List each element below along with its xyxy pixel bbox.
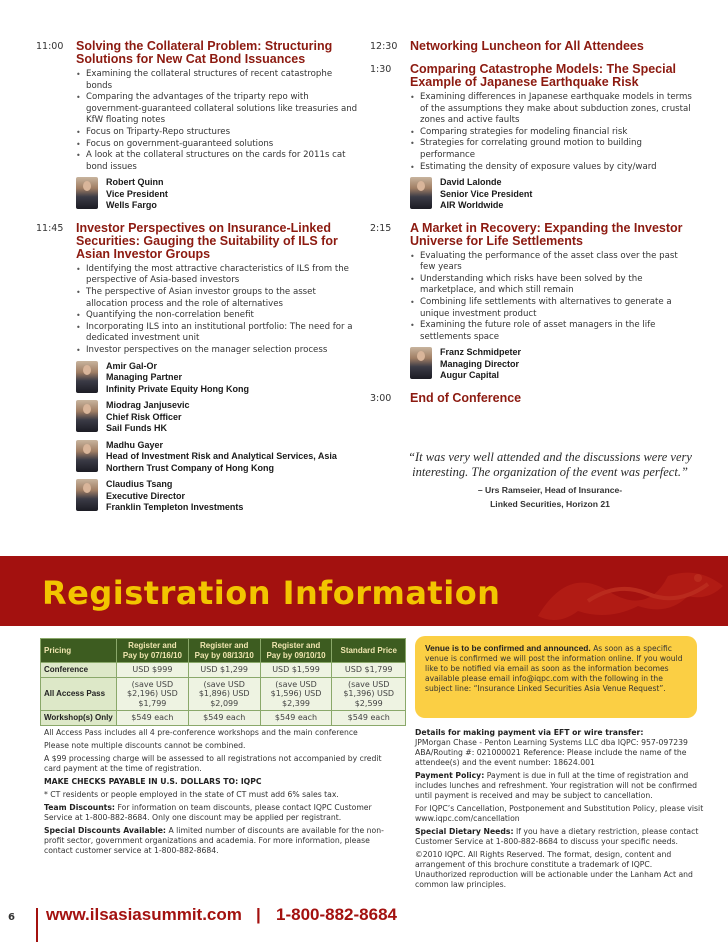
session-time: 3:00 [370, 392, 392, 404]
testimonial-quote [400, 450, 700, 511]
note-discounts: Please note multiple discounts cannot be combined. [44, 741, 246, 750]
session-title: Networking Luncheon for All Attendees [410, 39, 644, 53]
speaker-role: Senior Vice President [440, 188, 533, 199]
speaker [410, 347, 692, 382]
speaker-details [440, 177, 532, 212]
speaker-photo [76, 361, 98, 393]
speaker-photo [76, 440, 98, 472]
payment-dietary [415, 827, 705, 847]
pricing-table [40, 638, 406, 726]
speaker-role: Chief Risk Officer [106, 411, 182, 422]
session-bullets [76, 264, 358, 357]
note-ct-tax: * CT residents or people employed in the state of CT must add 6% sales tax. [44, 790, 339, 799]
payment-dietary-label: Special Dietary Needs: [415, 827, 514, 836]
venue-body: As soon as a specific venue is confirmed we will post the information online. If you would like to be notified via email as soon as the information becomes available please email info@iqpc.com with the following in the subject line: “Insurance Linked Securities Asia Venue Request”. [425, 644, 683, 693]
pricing-header-cell: Pricing [41, 639, 117, 663]
pricing-row-label: Conference [41, 663, 117, 678]
agenda-right-column [370, 40, 692, 405]
note-team-text: For information on team discounts, please contact IQPC Customer Service at 1-800-882-8684. Only one discount may be applied per registrant. [44, 803, 372, 822]
speaker-name: Miodrag Janjusevic [106, 400, 190, 411]
footer-website-link[interactable]: www.ilsasiasummit.com [46, 905, 242, 924]
pricing-row-label: All Access Pass [41, 677, 117, 711]
agenda-left-column [36, 40, 358, 519]
table-row [41, 677, 406, 711]
speaker-photo [76, 479, 98, 511]
list-item: • Focus on government-guaranteed solutions [76, 139, 358, 151]
list-item: • Focus on Triparty-Repo structures [76, 127, 358, 139]
speaker-org: Infinity Private Equity Hong Kong [106, 383, 250, 394]
quote-attribution [400, 483, 700, 511]
list-item: • Evaluating the performance of the asset class over the past few years [410, 251, 692, 274]
speaker [76, 440, 358, 475]
session-title: Comparing Catastrophe Models: The Special Example of Japanese Earthquake Risk [410, 62, 677, 89]
pricing-cell: (save USD $1,896) USD $2,099 [188, 677, 260, 711]
speaker-name: David Lalonde [440, 177, 502, 188]
speaker-details [440, 347, 521, 382]
pricing-cell: USD $1,799 [332, 663, 406, 678]
speaker-role: Head of Investment Risk and Analytical Services, Asia [106, 451, 337, 462]
payment-policy-label: Payment Policy: [415, 771, 485, 780]
list-item: • Comparing the advantages of the triparty repo with government-guaranteed collateral solutions like treasuries and KfW floating notes [76, 92, 358, 127]
session-bullets [410, 251, 692, 344]
agenda-session [36, 222, 358, 514]
speaker-org: Northern Trust Company of Hong Kong [106, 462, 274, 473]
speaker [410, 177, 692, 212]
payment-details [415, 728, 705, 893]
note-special [44, 826, 396, 856]
note-checks [44, 777, 396, 787]
list-item: • Combining life settlements with alternatives to generate a unique investment product [410, 297, 692, 320]
pricing-cell: USD $999 [117, 663, 189, 678]
venue-notice-box [415, 636, 697, 718]
speaker-org: Sail Funds HK [106, 423, 168, 434]
pricing-cell: $549 each [260, 711, 332, 726]
session-title: End of Conference [410, 390, 522, 405]
speaker-name: Claudius Tsang [106, 479, 173, 490]
pricing-cell: (save USD $1,596) USD $2,399 [260, 677, 332, 711]
pricing-row-label: Workshop(s) Only [41, 711, 117, 726]
payment-dietary-text: If you have a dietary restriction, please contact Customer Service at 1-800-882-8684 to discuss your specific needs. [415, 827, 699, 846]
list-item: • Quantifying the non-correlation benefit [76, 310, 358, 322]
session-bullets [410, 92, 692, 173]
payment-policy [415, 771, 705, 801]
pricing-cell: USD $1,599 [260, 663, 332, 678]
agenda-session [370, 63, 692, 212]
pricing-header-cell: Register and Pay by 08/13/10 [188, 639, 260, 663]
list-item: • Examining the collateral structures of recent catastrophe bonds [76, 69, 358, 92]
speaker-details [106, 361, 249, 396]
pricing-header-cell: Register and Pay by 09/10/10 [260, 639, 332, 663]
payment-cancellation: For IQPC’s Cancellation, Postponement and Substitution Policy, please visit www.iqpc.com/cancellation [415, 804, 704, 823]
speaker-name: Robert Quinn [106, 177, 164, 188]
pricing-cell: (save USD $2,196) USD $1,799 [117, 677, 189, 711]
speaker-photo [410, 177, 432, 209]
agenda-session [370, 40, 692, 53]
speaker-org: Wells Fargo [106, 200, 157, 211]
speaker-details [106, 177, 168, 212]
speaker-photo [410, 347, 432, 379]
quote-attribution-line1: – Urs Ramseier, Head of Insurance- [477, 485, 623, 495]
note-processing: A $99 processing charge will be assessed to all registrations not accompanied by credit card payment at the time of registration. [44, 754, 382, 773]
session-time: 11:00 [36, 41, 64, 52]
list-item: • Estimating the density of exposure values by city/ward [410, 162, 692, 174]
list-item: • Investor perspectives on the manager selection process [76, 345, 358, 357]
speaker-role: Vice President [106, 188, 168, 199]
table-row [41, 663, 406, 678]
registration-notes [44, 728, 396, 859]
note-team-label: Team Discounts: [44, 803, 116, 812]
speaker-role: Managing Director [440, 358, 520, 369]
speaker-org: AIR Worldwide [440, 200, 504, 211]
payment-eft-label: Details for making payment via EFT or wire transfer: [415, 728, 644, 737]
agenda-session [370, 392, 692, 405]
session-title: Investor Perspectives on Insurance-Linked Securities: Gauging the Suitability of ILS for Asian Investor Groups [76, 220, 338, 261]
pricing-cell: (save USD $1,396) USD $2,599 [332, 677, 406, 711]
list-item: • Incorporating ILS into an institutional portfolio: The need for a dedicated investment unit [76, 322, 358, 345]
footer-separator: | [256, 905, 261, 924]
speaker-name: Madhu Gayer [106, 439, 164, 450]
session-time: 11:45 [36, 222, 64, 234]
payment-eft-text: JPMorgan Chase - Penton Learning Systems LLC dba IQPC: 957-097239 ABA/Routing #: 021000021 Reference: Please include the name of the attendee(s) and the event number: 18624.001 [415, 738, 688, 767]
pricing-cell: USD $1,299 [188, 663, 260, 678]
pricing-table-header-row [41, 639, 406, 663]
payment-eft [415, 728, 705, 768]
speaker-details [106, 479, 243, 514]
speaker-name: Franz Schmidpeter [440, 347, 522, 358]
list-item: • The perspective of Asian investor groups to the asset allocation process and the role of alternatives [76, 287, 358, 310]
list-item: • Examining differences in Japanese earthquake models in terms of the assumptions they make about subduction zones, crustal zones and active faults [410, 92, 692, 127]
speaker [76, 177, 358, 212]
session-time: 12:30 [370, 41, 398, 52]
footer-phone[interactable]: 1-800-882-8684 [276, 905, 397, 924]
venue-lead: Venue is to be confirmed and announced. [425, 643, 591, 653]
list-item: • Comparing strategies for modeling financial risk [410, 127, 692, 139]
agenda-session [370, 222, 692, 382]
note-team [44, 803, 396, 823]
pricing-cell: $549 each [188, 711, 260, 726]
page-number: 6 [8, 912, 15, 923]
speaker-org: Augur Capital [440, 370, 500, 381]
session-title: Solving the Collateral Problem: Structuring Solutions for New Cat Bond Issuances [76, 39, 333, 66]
pricing-cell: $549 each [332, 711, 406, 726]
speaker [76, 400, 358, 435]
pricing-cell: $549 each [117, 711, 189, 726]
session-time: 1:30 [370, 64, 392, 75]
note-special-text: A limited number of discounts are available for the non-profit sector, government organizations and academia. For more information, please contact customer service at 1-800-882-8684. [44, 826, 384, 855]
session-bullets [76, 69, 358, 173]
table-row [41, 711, 406, 726]
speaker [76, 479, 358, 514]
session-title: A Market in Recovery: Expanding the Investor Universe for Life Settlements [410, 220, 683, 248]
payment-policy-text: Payment is due in full at the time of registration and includes lunches and refreshment. Your registration will not be confirmed until payment is received and may be subject to cancellation. [415, 771, 698, 800]
speaker-photo [76, 400, 98, 432]
speaker-details [106, 400, 190, 435]
pricing-header-cell: Standard Price [332, 639, 406, 663]
pricing-header-cell: Register and Pay by 07/16/10 [117, 639, 189, 663]
quote-text: “It was very well attended and the discussions were very interesting. The organization of the event was perfect.” [408, 450, 692, 479]
speaker-org: Franklin Templeton Investments [106, 502, 244, 513]
dragon-decoration-icon [528, 556, 728, 626]
note-all-access: All Access Pass includes all 4 pre-conference workshops and the main conference [44, 728, 358, 737]
speaker-name: Amir Gal-Or [106, 360, 158, 371]
list-item: • Understanding which risks have been solved by the marketplace, and which still remain [410, 274, 692, 297]
speaker-role: Managing Partner [106, 372, 183, 383]
list-item: • Examining the future role of asset managers in the life settlements space [410, 320, 692, 343]
copyright-notice: ©2010 IQPC. All Rights Reserved. The format, design, content and arrangement of this brochure constitute a trademark of IQPC. Unauthorized reproduction will be actionable under the Lanham Act and common law principles. [415, 850, 693, 889]
list-item: • Strategies for correlating ground motion to building performance [410, 138, 692, 161]
list-item: • Identifying the most attractive characteristics of ILS from the perspective of Asia-based investors [76, 264, 358, 287]
speaker-role: Executive Director [106, 490, 186, 501]
list-item: • A look at the collateral structures on the cards for 2011s cat bond issues [76, 150, 358, 173]
quote-attribution-line2: Linked Securities, Horizon 21 [490, 499, 610, 509]
note-special-label: Special Discounts Available: [44, 826, 167, 835]
agenda-session [36, 40, 358, 212]
registration-title: Registration Information [42, 574, 501, 612]
speaker-photo [76, 177, 98, 209]
note-checks-text: MAKE CHECKS PAYABLE IN U.S. DOLLARS TO: IQPC [44, 777, 262, 786]
speaker-details [106, 440, 337, 475]
session-time: 2:15 [370, 222, 392, 234]
speaker [76, 361, 358, 396]
